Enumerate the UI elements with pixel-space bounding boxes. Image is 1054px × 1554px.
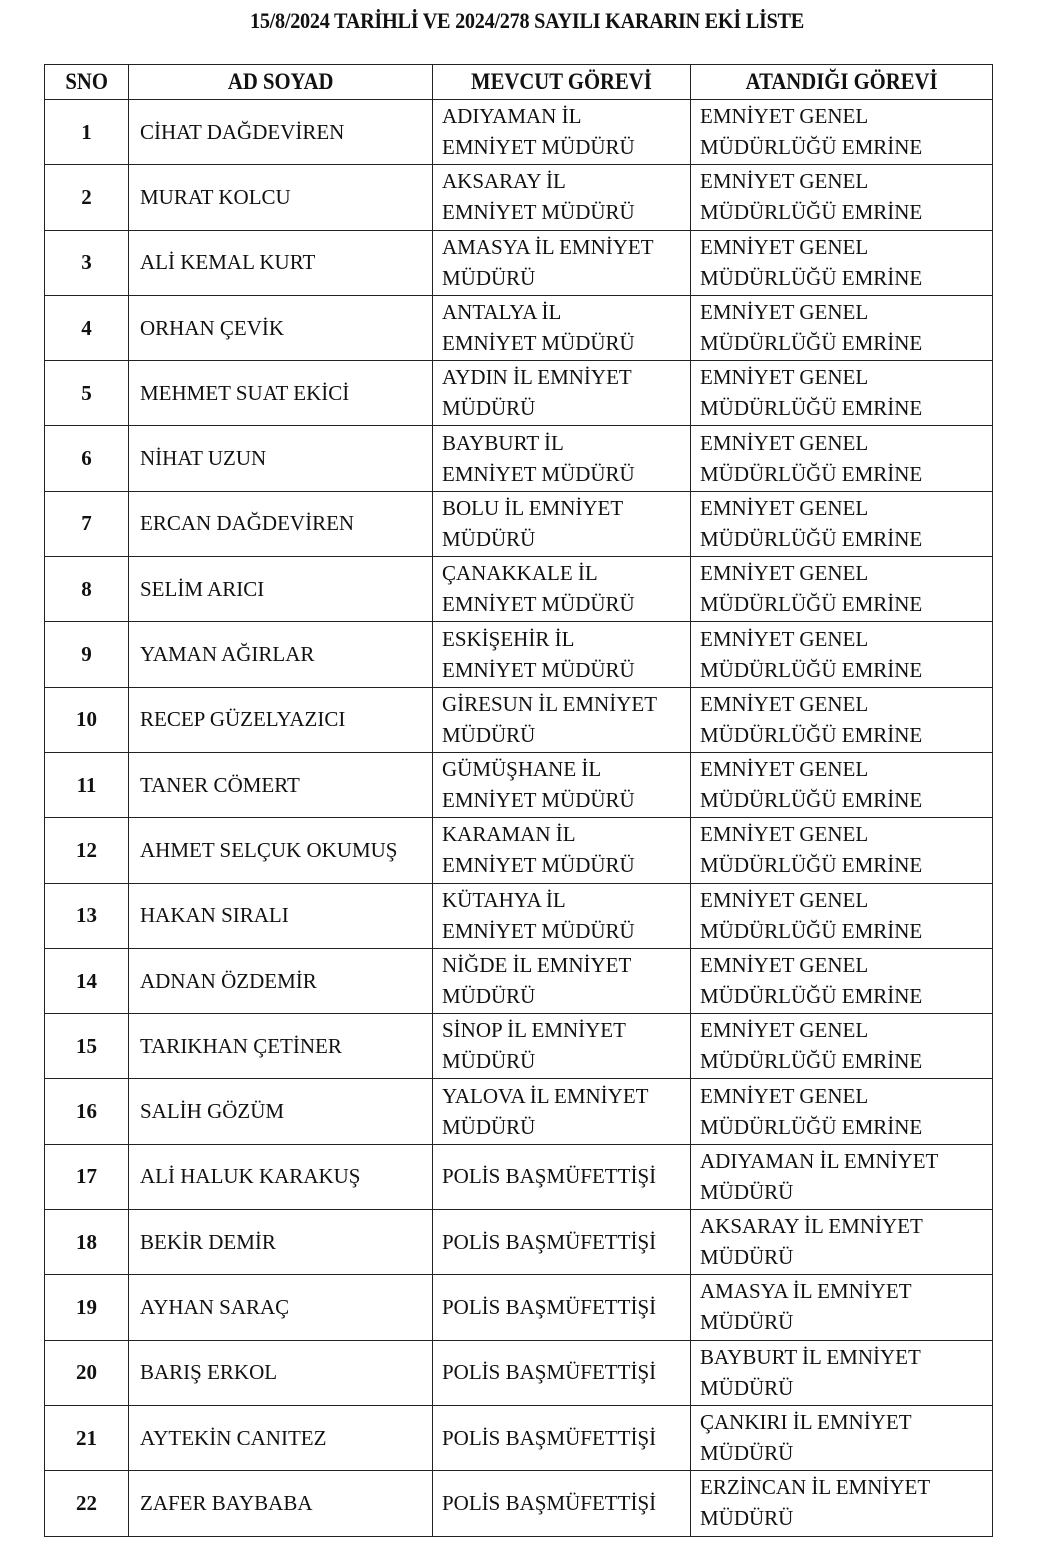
cell-name: ADNAN ÖZDEMİR — [129, 948, 433, 1013]
table-row — [45, 1405, 993, 1470]
cell-name: YAMAN AĞIRLAR — [129, 622, 433, 687]
table-row — [45, 948, 993, 1013]
cell-line: MÜDÜRLÜĞÜ EMRİNE — [700, 592, 923, 617]
cell-sno: 11 — [45, 752, 129, 817]
cell-line: MÜDÜRÜ — [442, 1049, 536, 1074]
cell-sno: 1 — [45, 100, 129, 165]
table-row — [45, 883, 993, 948]
cell-name: BEKİR DEMİR — [129, 1210, 433, 1275]
cell-line: MÜDÜRLÜĞÜ EMRİNE — [700, 200, 923, 225]
table-row — [45, 1275, 993, 1340]
cell-assigned-duty — [691, 1340, 993, 1405]
cell-line: AMASYA İL EMNİYET — [442, 234, 654, 259]
cell-name: AHMET SELÇUK OKUMUŞ — [129, 818, 433, 883]
cell-line: EMNİYET GENEL — [700, 300, 869, 325]
cell-name: ORHAN ÇEVİK — [129, 295, 433, 360]
cell-current-duty — [433, 1471, 691, 1536]
cell-sno: 19 — [45, 1275, 129, 1340]
header-sno: SNO — [45, 65, 129, 100]
cell-sno: 14 — [45, 948, 129, 1013]
cell-assigned-duty — [691, 426, 993, 491]
cell-line: ADIYAMAN İL EMNİYET — [700, 1148, 939, 1173]
cell-sno: 2 — [45, 165, 129, 230]
cell-current-duty — [433, 491, 691, 556]
table-row — [45, 426, 993, 491]
cell-line: POLİS BAŞMÜFETTİŞİ — [442, 1164, 657, 1189]
cell-current-duty — [433, 1405, 691, 1470]
table-row — [45, 1144, 993, 1209]
cell-line: BAYBURT İL — [442, 430, 564, 455]
cell-line: EMNİYET GENEL — [700, 365, 869, 390]
cell-sno: 5 — [45, 361, 129, 426]
cell-name: NİHAT UZUN — [129, 426, 433, 491]
cell-line: MÜDÜRLÜĞÜ EMRİNE — [700, 265, 923, 290]
cell-line: EMNİYET MÜDÜRÜ — [442, 200, 635, 225]
table-row — [45, 1210, 993, 1275]
cell-line: EMNİYET MÜDÜRÜ — [442, 592, 635, 617]
table-row — [45, 752, 993, 817]
cell-line: MÜDÜRLÜĞÜ EMRİNE — [700, 657, 923, 682]
cell-line: MÜDÜRLÜĞÜ EMRİNE — [700, 526, 923, 551]
cell-line: MÜDÜRLÜĞÜ EMRİNE — [700, 788, 923, 813]
cell-line: EMNİYET MÜDÜRÜ — [442, 853, 635, 878]
cell-name: ALİ KEMAL KURT — [129, 230, 433, 295]
cell-name: HAKAN SIRALI — [129, 883, 433, 948]
cell-name: TANER CÖMERT — [129, 752, 433, 817]
cell-name: TARIKHAN ÇETİNER — [129, 1014, 433, 1079]
document-title: 15/8/2024 TARİHLİ VE 2024/278 SAYILI KARARIN EKİ LİSTE — [249, 8, 805, 33]
cell-line: YALOVA İL EMNİYET — [442, 1083, 649, 1108]
cell-current-duty — [433, 426, 691, 491]
cell-line: ÇANAKKALE İL — [442, 561, 598, 586]
cell-sno: 15 — [45, 1014, 129, 1079]
cell-current-duty — [433, 883, 691, 948]
cell-line: BAYBURT İL EMNİYET — [700, 1344, 921, 1369]
cell-line: EMNİYET MÜDÜRÜ — [442, 918, 635, 943]
cell-line: EMNİYET GENEL — [700, 104, 869, 129]
cell-name: BARIŞ ERKOL — [129, 1340, 433, 1405]
table-header-row — [45, 65, 993, 100]
cell-name: AYHAN SARAÇ — [129, 1275, 433, 1340]
cell-line: MÜDÜRLÜĞÜ EMRİNE — [700, 984, 923, 1008]
cell-assigned-duty — [691, 165, 993, 230]
cell-assigned-duty — [691, 230, 993, 295]
cell-line: POLİS BAŞMÜFETTİŞİ — [442, 1294, 657, 1319]
cell-line: EMNİYET GENEL — [700, 757, 869, 782]
assignment-table — [44, 64, 993, 1537]
cell-assigned-duty — [691, 1275, 993, 1340]
cell-sno: 17 — [45, 1144, 129, 1209]
cell-current-duty — [433, 818, 691, 883]
cell-assigned-duty — [691, 1014, 993, 1079]
cell-line: SİNOP İL EMNİYET — [442, 1018, 626, 1043]
cell-line: POLİS BAŞMÜFETTİŞİ — [442, 1490, 657, 1515]
cell-sno: 20 — [45, 1340, 129, 1405]
cell-line: MÜDÜRÜ — [700, 1179, 794, 1204]
cell-assigned-duty — [691, 622, 993, 687]
cell-assigned-duty — [691, 883, 993, 948]
cell-line: POLİS BAŞMÜFETTİŞİ — [442, 1425, 657, 1450]
cell-line: MÜDÜRÜ — [700, 1375, 794, 1400]
cell-line: EMNİYET GENEL — [700, 953, 869, 977]
cell-current-duty — [433, 557, 691, 622]
cell-line: NİĞDE İL EMNİYET — [442, 953, 632, 977]
cell-current-duty — [433, 1144, 691, 1209]
cell-line: EMNİYET MÜDÜRÜ — [442, 657, 635, 682]
cell-assigned-duty — [691, 295, 993, 360]
cell-sno: 10 — [45, 687, 129, 752]
cell-current-duty — [433, 295, 691, 360]
cell-current-duty — [433, 230, 691, 295]
cell-current-duty — [433, 1079, 691, 1144]
cell-name: MURAT KOLCU — [129, 165, 433, 230]
cell-line: MÜDÜRLÜĞÜ EMRİNE — [700, 853, 923, 878]
cell-current-duty — [433, 948, 691, 1013]
cell-line: EMNİYET GENEL — [700, 1018, 869, 1043]
cell-line: MÜDÜRÜ — [700, 1310, 794, 1335]
table-row — [45, 1014, 993, 1079]
cell-line: EMNİYET MÜDÜRÜ — [442, 135, 635, 160]
cell-line: ESKİŞEHİR İL — [442, 626, 575, 651]
cell-current-duty — [433, 622, 691, 687]
cell-assigned-duty — [691, 687, 993, 752]
cell-name: MEHMET SUAT EKİCİ — [129, 361, 433, 426]
table-row — [45, 1079, 993, 1144]
cell-line: MÜDÜRLÜĞÜ EMRİNE — [700, 1049, 923, 1074]
cell-assigned-duty — [691, 1144, 993, 1209]
cell-line: EMNİYET GENEL — [700, 234, 869, 259]
cell-line: EMNİYET MÜDÜRÜ — [442, 331, 635, 356]
cell-assigned-duty — [691, 752, 993, 817]
cell-line: ADIYAMAN İL — [442, 104, 582, 129]
cell-assigned-duty — [691, 491, 993, 556]
cell-line: KÜTAHYA İL — [442, 887, 566, 912]
cell-line: POLİS BAŞMÜFETTİŞİ — [442, 1360, 657, 1385]
header-name: AD SOYAD — [129, 65, 433, 100]
cell-line: AKSARAY İL — [442, 169, 566, 194]
cell-current-duty — [433, 1210, 691, 1275]
cell-line: MÜDÜRÜ — [442, 722, 536, 747]
cell-line: MÜDÜRÜ — [442, 984, 536, 1008]
cell-sno: 21 — [45, 1405, 129, 1470]
cell-name: AYTEKİN CANITEZ — [129, 1405, 433, 1470]
cell-line: GÜMÜŞHANE İL — [442, 757, 602, 782]
table-row — [45, 557, 993, 622]
cell-assigned-duty — [691, 1079, 993, 1144]
cell-sno: 13 — [45, 883, 129, 948]
cell-line: ERZİNCAN İL EMNİYET — [700, 1475, 931, 1500]
cell-assigned-duty — [691, 1210, 993, 1275]
cell-line: AMASYA İL EMNİYET — [700, 1279, 912, 1304]
cell-name: SALİH GÖZÜM — [129, 1079, 433, 1144]
cell-line: EMNİYET GENEL — [700, 1083, 869, 1108]
cell-line: MÜDÜRLÜĞÜ EMRİNE — [700, 331, 923, 356]
cell-current-duty — [433, 752, 691, 817]
cell-assigned-duty — [691, 557, 993, 622]
cell-sno: 22 — [45, 1471, 129, 1536]
cell-line: MÜDÜRÜ — [700, 1441, 794, 1466]
cell-sno: 12 — [45, 818, 129, 883]
table-row — [45, 491, 993, 556]
cell-current-duty — [433, 1340, 691, 1405]
cell-line: MÜDÜRLÜĞÜ EMRİNE — [700, 722, 923, 747]
cell-name: ZAFER BAYBABA — [129, 1471, 433, 1536]
table-body — [45, 100, 993, 1537]
cell-line: KARAMAN İL — [442, 822, 576, 847]
cell-assigned-duty — [691, 1405, 993, 1470]
cell-line: EMNİYET GENEL — [700, 822, 869, 847]
cell-name: CİHAT DAĞDEVİREN — [129, 100, 433, 165]
table-row — [45, 622, 993, 687]
cell-line: MÜDÜRÜ — [442, 396, 536, 421]
cell-assigned-duty — [691, 361, 993, 426]
cell-sno: 7 — [45, 491, 129, 556]
cell-line: AKSARAY İL EMNİYET — [700, 1214, 923, 1239]
cell-line: MÜDÜRÜ — [700, 1245, 794, 1270]
cell-line: MÜDÜRLÜĞÜ EMRİNE — [700, 918, 923, 943]
cell-line: EMNİYET MÜDÜRÜ — [442, 461, 635, 486]
cell-line: AYDIN İL EMNİYET — [442, 365, 632, 390]
cell-line: EMNİYET GENEL — [700, 626, 869, 651]
cell-assigned-duty — [691, 100, 993, 165]
cell-name: ALİ HALUK KARAKUŞ — [129, 1144, 433, 1209]
cell-line: MÜDÜRLÜĞÜ EMRİNE — [700, 461, 923, 486]
cell-line: BOLU İL EMNİYET — [442, 495, 624, 520]
table-row — [45, 295, 993, 360]
cell-line: EMNİYET MÜDÜRÜ — [442, 788, 635, 813]
cell-current-duty — [433, 687, 691, 752]
cell-sno: 16 — [45, 1079, 129, 1144]
cell-sno: 18 — [45, 1210, 129, 1275]
cell-line: MÜDÜRLÜĞÜ EMRİNE — [700, 1114, 923, 1139]
cell-current-duty — [433, 1014, 691, 1079]
table-row — [45, 230, 993, 295]
header-assigned-duty: ATANDIĞI GÖREVİ — [691, 65, 993, 100]
table-row — [45, 687, 993, 752]
cell-current-duty — [433, 100, 691, 165]
cell-sno: 3 — [45, 230, 129, 295]
table-row — [45, 165, 993, 230]
cell-assigned-duty — [691, 818, 993, 883]
table-row — [45, 818, 993, 883]
cell-line: EMNİYET GENEL — [700, 887, 869, 912]
cell-line: GİRESUN İL EMNİYET — [442, 691, 658, 716]
cell-name: RECEP GÜZELYAZICI — [129, 687, 433, 752]
cell-line: EMNİYET GENEL — [700, 561, 869, 586]
cell-current-duty — [433, 1275, 691, 1340]
cell-sno: 6 — [45, 426, 129, 491]
table-row — [45, 1340, 993, 1405]
cell-current-duty — [433, 361, 691, 426]
cell-current-duty — [433, 165, 691, 230]
cell-sno: 9 — [45, 622, 129, 687]
cell-line: MÜDÜRÜ — [442, 1114, 536, 1139]
cell-assigned-duty — [691, 1471, 993, 1536]
table-row — [45, 1471, 993, 1536]
cell-line: MÜDÜRÜ — [442, 265, 536, 290]
cell-line: EMNİYET GENEL — [700, 430, 869, 455]
cell-line: EMNİYET GENEL — [700, 691, 869, 716]
cell-assigned-duty — [691, 948, 993, 1013]
cell-line: MÜDÜRÜ — [442, 526, 536, 551]
cell-line: POLİS BAŞMÜFETTİŞİ — [442, 1229, 657, 1254]
cell-sno: 4 — [45, 295, 129, 360]
cell-line: MÜDÜRLÜĞÜ EMRİNE — [700, 396, 923, 421]
table-row — [45, 100, 993, 165]
cell-sno: 8 — [45, 557, 129, 622]
cell-line: MÜDÜRLÜĞÜ EMRİNE — [700, 135, 923, 160]
cell-name: SELİM ARICI — [129, 557, 433, 622]
cell-line: EMNİYET GENEL — [700, 495, 869, 520]
cell-name: ERCAN DAĞDEVİREN — [129, 491, 433, 556]
cell-line: MÜDÜRÜ — [700, 1506, 794, 1531]
table-row — [45, 361, 993, 426]
cell-line: EMNİYET GENEL — [700, 169, 869, 194]
header-current-duty: MEVCUT GÖREVİ — [433, 65, 691, 100]
cell-line: ANTALYA İL — [442, 300, 562, 325]
cell-line: ÇANKIRI İL EMNİYET — [700, 1410, 912, 1435]
